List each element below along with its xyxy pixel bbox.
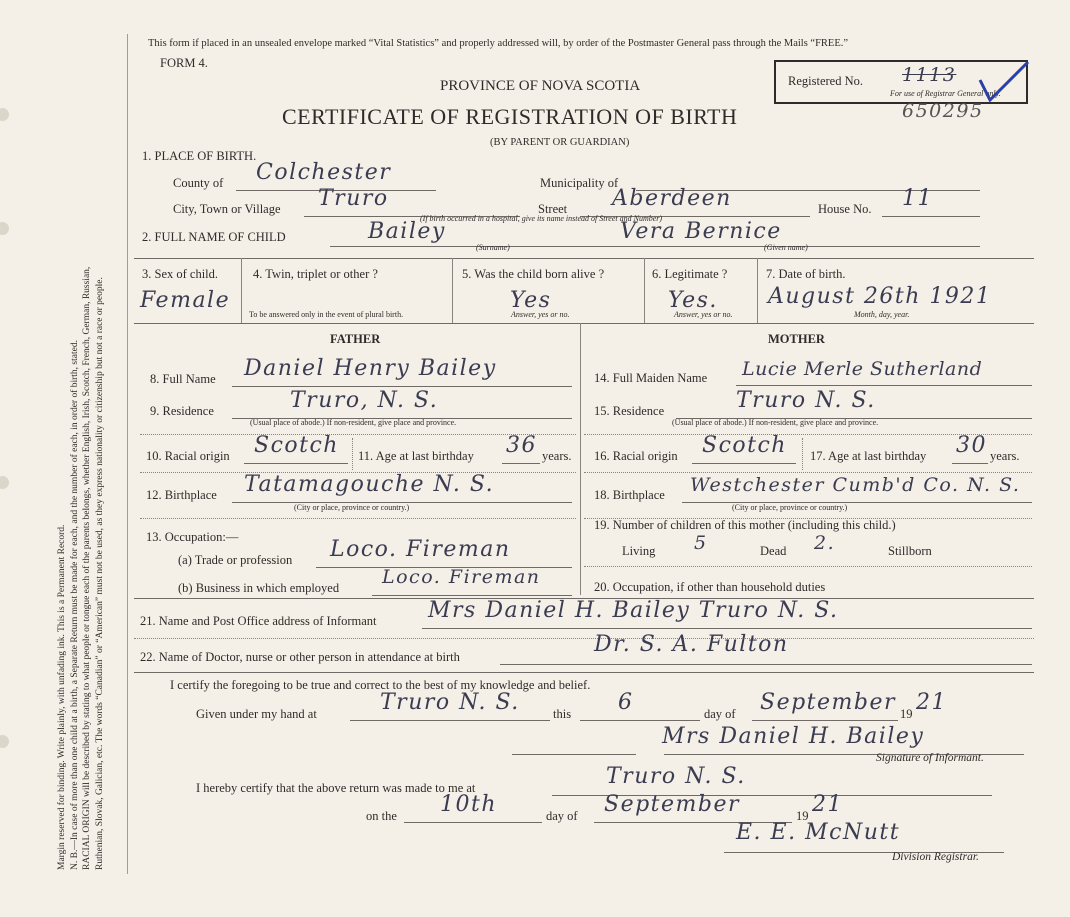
binding-hole bbox=[0, 735, 9, 748]
mother-years: years. bbox=[990, 449, 1020, 463]
father-trade-label: (a) Trade or profession bbox=[178, 553, 293, 567]
father-birthplace-note: (City or place, province or country.) bbox=[294, 503, 410, 512]
informant-value: Mrs Daniel H. Bailey Truro N. S. bbox=[428, 598, 839, 623]
mother-residence-label: 15. Residence bbox=[594, 404, 665, 418]
father-residence-note: (Usual place of abode.) If non-resident, give place and province. bbox=[250, 418, 457, 427]
twin-label: 4. Twin, triplet or other ? bbox=[253, 267, 378, 281]
binding-hole bbox=[0, 108, 9, 121]
row-separator bbox=[584, 472, 1032, 473]
father-heading: FATHER bbox=[330, 332, 381, 346]
informant-line bbox=[422, 628, 1032, 629]
document-subtitle: (BY PARENT OR GUARDIAN) bbox=[490, 137, 630, 148]
registrar-day-of-label: day of bbox=[546, 809, 578, 823]
given-place: Truro N. S. bbox=[380, 690, 520, 715]
registrar-year: 21 bbox=[812, 792, 843, 817]
alive-value: Yes bbox=[510, 288, 552, 313]
row-separator bbox=[134, 638, 1034, 639]
doctor-value: Dr. S. A. Fulton bbox=[594, 632, 789, 657]
living-label: Living bbox=[622, 544, 656, 558]
section-rule bbox=[134, 323, 1034, 324]
registrar-signature: E. E. McNutt bbox=[736, 820, 901, 845]
stillborn-label: Stillborn bbox=[888, 544, 932, 558]
father-business-line bbox=[372, 595, 572, 596]
city-label: City, Town or Village bbox=[173, 202, 281, 216]
municipality-label: Municipality of bbox=[540, 176, 619, 190]
dead-value: 2. bbox=[814, 532, 836, 554]
father-occupation-label: 13. Occupation:— bbox=[146, 530, 239, 544]
house-line bbox=[882, 216, 980, 217]
mother-race: Scotch bbox=[702, 433, 787, 458]
informant-signature: Mrs Daniel H. Bailey bbox=[662, 724, 925, 749]
province-heading: PROVINCE OF NOVA SCOTIA bbox=[440, 78, 641, 94]
doctor-label: 22. Name of Doctor, nurse or other person in attendance at birth bbox=[140, 650, 460, 664]
sex-value: Female bbox=[140, 288, 231, 313]
column-divider bbox=[452, 258, 453, 323]
place-of-birth-heading: 1. PLACE OF BIRTH. bbox=[142, 149, 257, 163]
registrar-day: 10th bbox=[440, 792, 498, 817]
registrar-month: September bbox=[604, 792, 741, 817]
stamp-number: 650295 bbox=[902, 100, 984, 122]
doctor-line bbox=[500, 664, 1032, 665]
twin-note: To be answered only in the event of plural birth. bbox=[249, 310, 404, 319]
house-label: House No. bbox=[818, 202, 872, 216]
informant-label: 21. Name and Post Office address of Informant bbox=[140, 614, 377, 628]
child-given-name: Vera Bernice bbox=[620, 219, 782, 244]
father-race-line bbox=[244, 463, 348, 464]
father-name-line bbox=[232, 386, 572, 387]
given-day-of-label: day of bbox=[704, 707, 736, 721]
parents-divider bbox=[580, 323, 581, 595]
registrar-place: Truro N. S. bbox=[606, 764, 746, 789]
section-rule bbox=[134, 258, 1034, 259]
father-race-label: 10. Racial origin bbox=[146, 449, 230, 463]
father-age: 36 bbox=[506, 433, 537, 458]
father-business: Loco. Fireman bbox=[382, 566, 541, 588]
given-year: 21 bbox=[916, 690, 947, 715]
mother-residence-note: (Usual place of abode.) If non-resident, give place and province. bbox=[672, 418, 879, 427]
given-day: 6 bbox=[618, 690, 634, 715]
margin-instructions bbox=[56, 30, 106, 870]
father-residence: Truro, N. S. bbox=[290, 388, 439, 413]
informant-signature-label: Signature of Informant. bbox=[876, 752, 984, 764]
father-age-label: 11. Age at last birthday bbox=[358, 449, 474, 463]
street-label: Street bbox=[538, 202, 568, 216]
mother-occupation-label: 20. Occupation, if other than household duties bbox=[594, 580, 826, 594]
mail-notice: This form if placed in an unsealed envelope marked “Vital Statistics” and properly addressed will, by order of the Postmaster General pass through the Mails “FREE.” bbox=[148, 38, 849, 49]
father-name: Daniel Henry Bailey bbox=[244, 356, 497, 381]
mother-children-label: 19. Number of children of this mother (including this child.) bbox=[594, 518, 896, 532]
given-under-label: Given under my hand at bbox=[196, 707, 317, 721]
form-number: FORM 4. bbox=[160, 56, 208, 70]
mother-race-line bbox=[692, 463, 796, 464]
father-birthplace-label: 12. Birthplace bbox=[146, 488, 217, 502]
given-year-prefix: 19 bbox=[900, 707, 913, 721]
alive-note: Answer, yes or no. bbox=[511, 310, 570, 319]
surname-note: (Surname) bbox=[476, 243, 510, 252]
margin-rule bbox=[127, 34, 128, 874]
registrar-year-prefix: 19 bbox=[796, 809, 809, 823]
margin-line-2: N. B.—In case of more than one child at a birth, a Separate Return must be made for each, and the number of each, in order of birth, stated. bbox=[69, 340, 80, 870]
child-name-line bbox=[330, 246, 980, 247]
section-rule bbox=[134, 672, 1034, 673]
mother-age: 30 bbox=[956, 433, 987, 458]
father-birthplace: Tatamagouche N. S. bbox=[244, 472, 495, 497]
dob-label: 7. Date of birth. bbox=[766, 267, 846, 281]
mother-heading: MOTHER bbox=[768, 332, 825, 346]
dob-note: Month, day, year. bbox=[854, 310, 910, 319]
city-value: Truro bbox=[318, 186, 389, 211]
registrar-signature-label: Division Registrar. bbox=[892, 851, 979, 863]
registered-number: 1113 bbox=[902, 64, 957, 86]
mother-birthplace-label: 18. Birthplace bbox=[594, 488, 665, 502]
column-divider bbox=[241, 258, 242, 323]
registrar-day-line bbox=[404, 822, 542, 823]
binding-hole bbox=[0, 476, 9, 489]
row-separator bbox=[140, 518, 576, 519]
given-month: September bbox=[760, 690, 897, 715]
living-value: 5 bbox=[694, 532, 708, 554]
document-title: CERTIFICATE OF REGISTRATION OF BIRTH bbox=[282, 104, 738, 129]
checkmark-icon bbox=[976, 58, 1032, 106]
row-separator bbox=[584, 566, 1032, 567]
given-place-line bbox=[350, 720, 550, 721]
given-month-line bbox=[752, 720, 898, 721]
child-name-label: 2. FULL NAME OF CHILD bbox=[142, 230, 286, 244]
given-day-line bbox=[580, 720, 700, 721]
margin-line-1: Margin reserved for binding. Write plainly, with unfading ink. This is a Permanent Record. bbox=[57, 524, 67, 870]
mother-birthplace-note: (City or place, province or country.) bbox=[732, 503, 848, 512]
father-name-label: 8. Full Name bbox=[150, 372, 216, 386]
legitimate-note: Answer, yes or no. bbox=[674, 310, 733, 319]
dob-value: August 26th 1921 bbox=[768, 284, 992, 309]
dead-label: Dead bbox=[760, 544, 787, 558]
given-name-note: (Given name) bbox=[764, 243, 808, 252]
mother-race-label: 16. Racial origin bbox=[594, 449, 678, 463]
sex-label: 3. Sex of child. bbox=[142, 267, 219, 281]
certify-statement: I certify the foregoing to be true and correct to the best of my knowledge and belief. bbox=[170, 678, 591, 692]
mother-age-label: 17. Age at last birthday bbox=[810, 449, 927, 463]
mother-age-line bbox=[952, 463, 988, 464]
this-label: this bbox=[553, 707, 572, 721]
alive-label: 5. Was the child born alive ? bbox=[462, 267, 605, 281]
margin-line-4: Ruthenian, Slovak, Galician, etc. The words “Canadian” or “American” must not be used, as they express nationality or citizenship but not a race or people. bbox=[94, 277, 105, 870]
child-surname: Bailey bbox=[368, 219, 446, 244]
column-divider bbox=[757, 258, 758, 323]
binding-hole bbox=[0, 222, 9, 235]
mother-residence: Truro N. S. bbox=[736, 388, 876, 413]
registrar-only-note: For use of Registrar General only. bbox=[890, 89, 1001, 98]
mother-name-line bbox=[736, 385, 1032, 386]
county-value: Colchester bbox=[256, 160, 392, 185]
registrar-statement: I hereby certify that the above return was made to me at bbox=[196, 781, 476, 795]
county-label: County of bbox=[173, 176, 224, 190]
father-trade: Loco. Fireman bbox=[330, 537, 511, 562]
legitimate-value: Yes. bbox=[668, 288, 718, 313]
father-business-label: (b) Business in which employed bbox=[178, 581, 340, 595]
father-residence-label: 9. Residence bbox=[150, 404, 214, 418]
street-value: Aberdeen bbox=[612, 186, 732, 211]
father-years: years. bbox=[542, 449, 572, 463]
on-the-label: on the bbox=[366, 809, 397, 823]
registered-label: Registered No. bbox=[788, 74, 863, 88]
hospital-note: (If birth occurred in a hospital, give its name instead of Street and Number) bbox=[420, 214, 663, 223]
mother-birthplace: Westchester Cumb'd Co. N. S. bbox=[690, 474, 1021, 496]
cell-separator bbox=[352, 438, 353, 470]
mother-name-label: 14. Full Maiden Name bbox=[594, 371, 708, 385]
legitimate-label: 6. Legitimate ? bbox=[652, 267, 728, 281]
father-race: Scotch bbox=[254, 433, 339, 458]
father-age-line bbox=[502, 463, 540, 464]
house-value: 11 bbox=[902, 186, 933, 211]
short-rule bbox=[512, 754, 636, 755]
margin-line-3: RACIAL ORIGIN will be described by stating to what people or tongue each of the parents belongs, whether English, Irish, Scotch, French, German, Russian, bbox=[82, 266, 92, 870]
cell-separator bbox=[802, 438, 803, 470]
column-divider bbox=[644, 258, 645, 323]
mother-name: Lucie Merle Sutherland bbox=[742, 358, 983, 380]
